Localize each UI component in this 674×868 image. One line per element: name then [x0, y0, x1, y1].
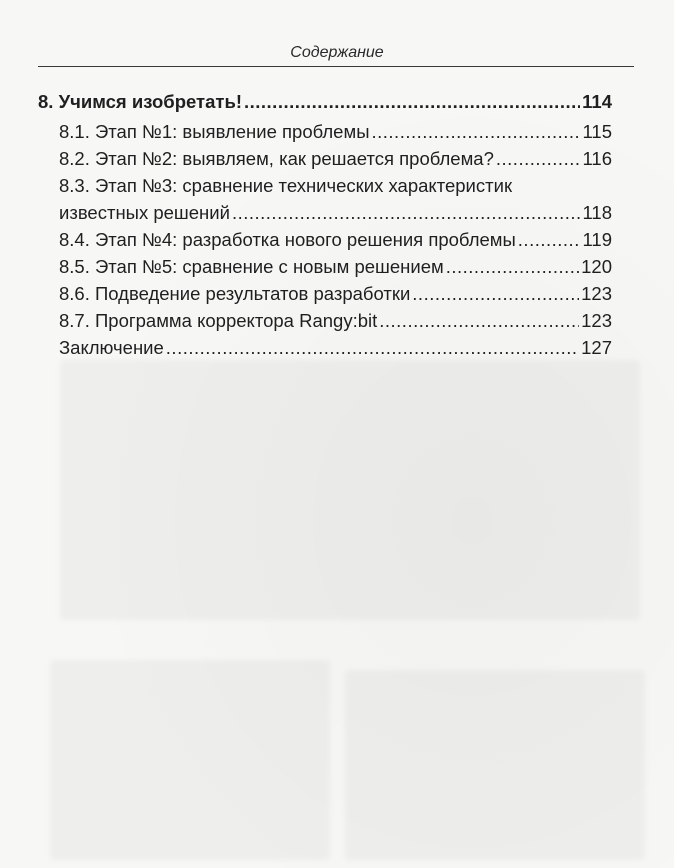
show-through-text: [60, 360, 640, 620]
toc-entry-row: [59, 146, 612, 172]
toc-entry-row: [59, 281, 612, 307]
running-head: Содержание: [290, 44, 384, 61]
toc-chapter-page: 114: [582, 91, 612, 112]
show-through-image-right: [345, 670, 645, 860]
toc-entry-row: [59, 200, 612, 226]
header-rule: [38, 66, 634, 67]
toc-entry-title: 8.6. Подведение результатов разработки: [59, 283, 411, 304]
dot-leader: [496, 146, 581, 172]
dot-leader: [412, 281, 579, 307]
toc-entry-page: 120: [581, 256, 612, 277]
toc-entry-page: 123: [581, 283, 612, 304]
show-through-image-left: [50, 660, 330, 860]
toc-entry-title: 8.1. Этап №1: выявление проблемы: [59, 121, 370, 142]
toc-conclusion-page: 127: [581, 337, 612, 358]
toc-entry-page: 115: [582, 121, 612, 142]
toc-entry-row: [59, 254, 612, 280]
dot-leader: [232, 200, 581, 226]
dot-leader: [379, 308, 579, 334]
dot-leader: [372, 119, 581, 145]
toc-conclusion-row: [59, 335, 612, 361]
dot-leader: [518, 227, 581, 253]
toc-entry-row: [59, 308, 612, 334]
toc-entry-title-continuation: известных решений: [59, 202, 230, 223]
toc-entry-row: [59, 227, 612, 253]
toc-entry-page: 116: [582, 148, 612, 169]
toc-conclusion-title: Заключение: [59, 337, 164, 358]
toc-chapter-row: [38, 89, 612, 115]
toc-entry-page: 123: [581, 310, 612, 331]
dot-leader: [446, 254, 579, 280]
dot-leader: [244, 89, 580, 115]
toc-entry-title-line1: 8.3. Этап №3: сравнение технических характеристик: [59, 175, 513, 196]
toc-entry-page: 119: [582, 229, 612, 250]
toc-entry-title: 8.5. Этап №5: сравнение с новым решением: [59, 256, 444, 277]
dot-leader: [166, 335, 579, 361]
toc-entry-title: 8.4. Этап №4: разработка нового решения проблемы: [59, 229, 516, 250]
toc-entry-row: [59, 119, 612, 145]
toc-entry-title: 8.2. Этап №2: выявляем, как решается проблема?: [59, 148, 494, 169]
toc-entry-page: 118: [582, 202, 612, 223]
toc-entry-title: 8.7. Программа корректора Rangy:bit: [59, 310, 378, 331]
toc-chapter-title: 8. Учимся изобретать!: [38, 91, 242, 112]
